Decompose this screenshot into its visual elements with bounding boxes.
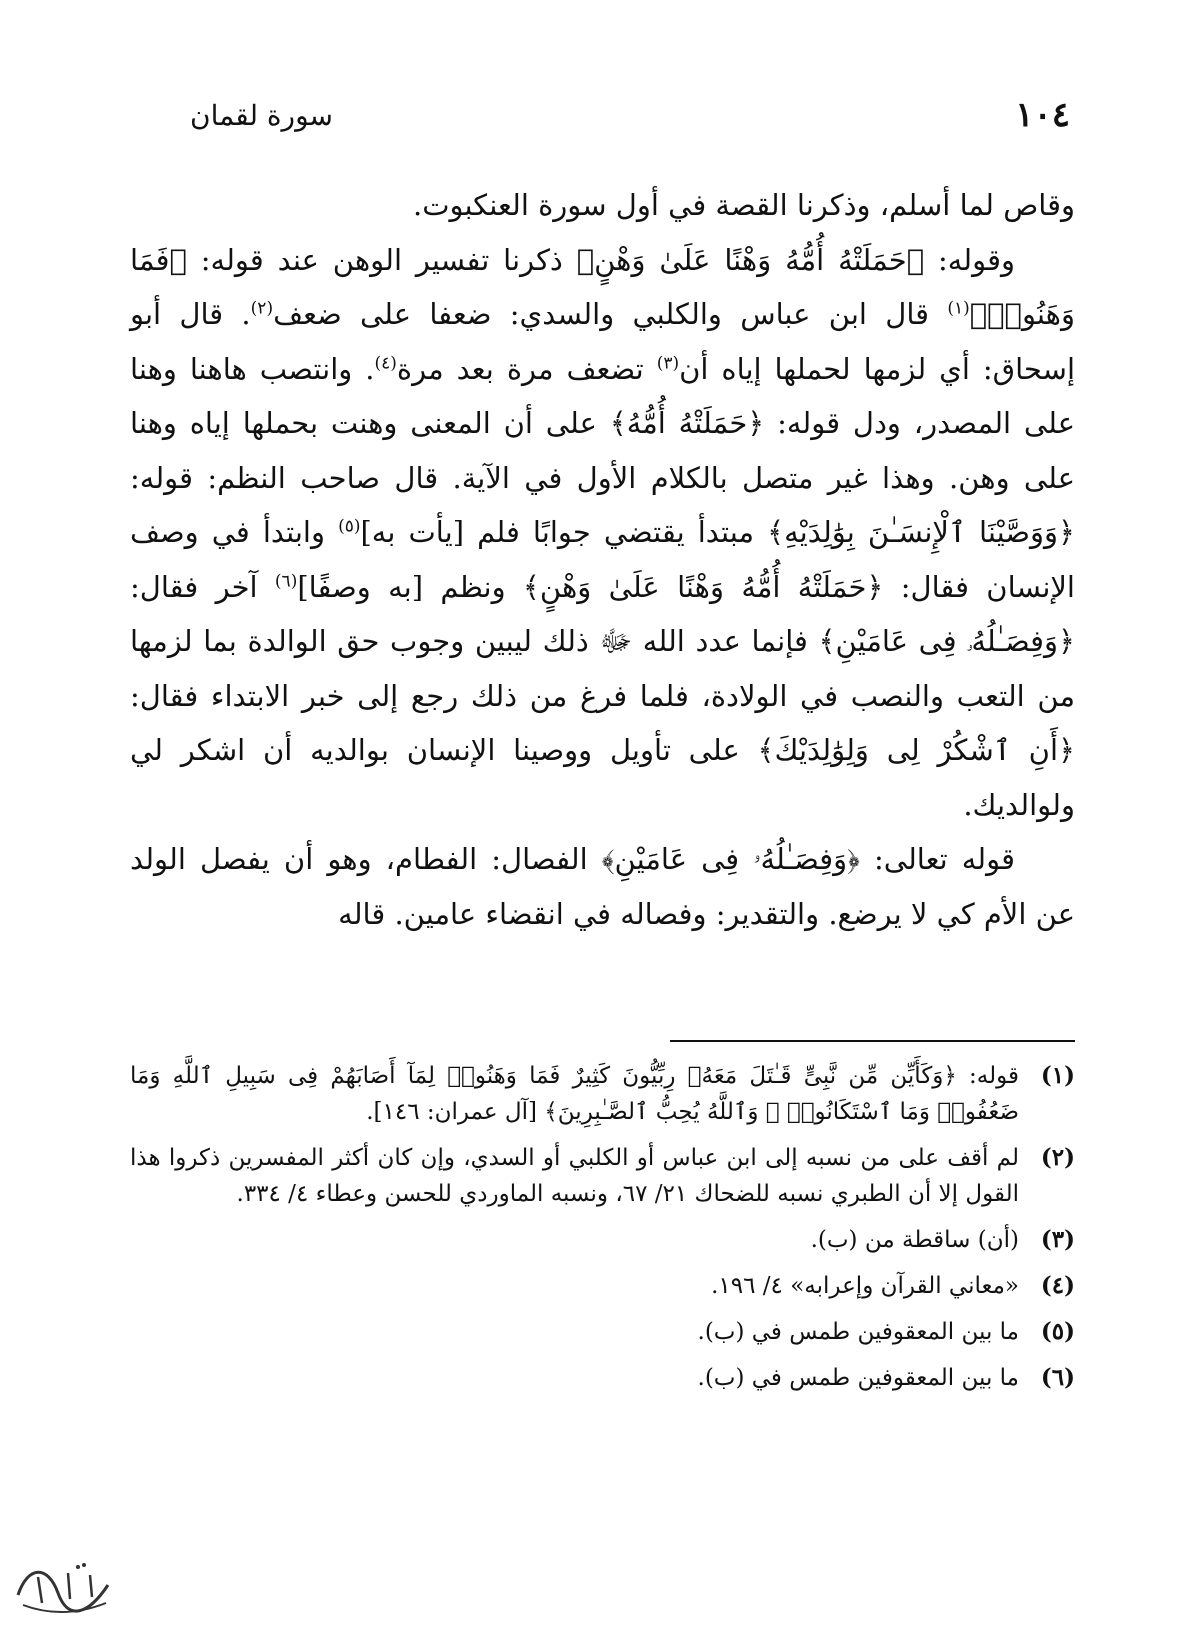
footnote-ref: (٣) [656,352,680,373]
footnote-number: (١) [1040,1062,1075,1089]
paragraph-text: قوله تعالى: ﴿وَفِصَـٰلُهُۥ فِى عَامَيْنِ﴾ الفصال: الفطام، وهو أن يفصل الولد عن الأم كي لا يرضع. والتقدير: وفصاله في انقضاء عامين. قاله [130,842,1075,931]
footnote [130,1268,1075,1304]
page-number: ١٠٤ [1015,95,1070,135]
footnote-text: (أن) ساقطة من (ب). [810,1227,1019,1253]
paragraph-text: وقوله: ﴿حَمَلَتْهُ أُمُّهُ وَهْنًا عَلَىٰ وَهْنٍ﴾ ذكرنا تفسير الوهن عند قوله: ﴿فَمَا وَهَنُوا۟﴾ [130,242,1075,331]
footnote-number: (٣) [1040,1226,1075,1253]
seal-icon [8,1555,118,1625]
footnote-text: قوله: ﴿وَكَأَيِّن مِّن نَّبِىٍّ قَـٰتَلَ مَعَهُۥ رِبِّيُّونَ كَثِيرٌ فَمَا وَهَنُوا۟ لِمَآ أَصَابَهُمْ فِى سَبِيلِ ٱللَّهِ وَمَا ضَعُفُوا۟ وَمَا ٱسْتَكَانُوا۟ ۗ وَٱللَّهُ يُحِبُّ ٱلصَّـٰبِرِينَ﴾ [آل عمران: ١٤٦]. [130,1063,1019,1125]
footnote-number: (٥) [1040,1318,1075,1345]
paragraph [130,832,1075,941]
footnote-number: (٤) [1040,1272,1075,1299]
footnote-ref: (٢) [250,298,274,319]
page-header [190,95,1070,145]
footnote-text: «معاني القرآن وإعرابه» ٤/ ١٩٦. [711,1273,1019,1299]
running-title: سورة لقمان [190,99,333,132]
footnote-ref: (٤) [374,352,397,373]
paragraph-text: آخر فقال: ﴿وَفِصَـٰلُهُۥ فِى عَامَيْنِ﴾ فإنما عدد الله ﷻ ذلك ليبين وجوب حق الوالدة بما لزمها من التعب والنصب في الولادة، فلما فرغ من ذلك رجع إلى خبر الابتداء فقال: ﴿أَنِ ٱشْكُرْ لِى وَلِوَٰلِدَيْكَ﴾ على تأويل ووصينا الإنسان بوالديه أن اشكر لي ولوالديك. [130,569,1075,822]
footnote-number: (٦) [1040,1364,1075,1391]
footnote [130,1314,1075,1350]
paragraph [130,178,1075,233]
footnote [130,1222,1075,1258]
footnote-text: ما بين المعقوفين طمس في (ب). [697,1319,1019,1345]
footnote-text: ما بين المعقوفين طمس في (ب). [697,1365,1019,1391]
footnotes [130,1058,1075,1406]
paragraph-text: وقاص لما أسلم، وذكرنا القصة في أول سورة العنكبوت. [412,188,1075,222]
paragraph-text: . قال أبو إسحاق: أي لزمها لحملها إياه أن [130,297,1076,386]
footnote-ref: (٦) [274,570,298,591]
footnote [130,1360,1075,1396]
main-text [130,178,1075,941]
paragraph-text: تضعف مرة بعد مرة [396,351,657,386]
footnote-number: (٢) [1040,1144,1075,1171]
paragraph-text: وابتدأ في وصف الإنسان فقال: ﴿حَمَلَتْهُ أُمُّهُ وَهْنًا عَلَىٰ وَهْنٍ﴾ ونظم [به وصفًا] [130,515,1075,604]
footnote-ref: (١) [947,298,970,319]
paragraph-text: . وانتصب هاهنا وهنا على المصدر، ودل قوله: ﴿حَمَلَتْهُ أُمُّهُ﴾ على أن المعنى وهنت بحملها إياه وهنا على وهن. وهذا غير متصل بالكلام الأول في الآية. قال صاحب النظم: قوله: ﴿وَوَصَّيْنَا ٱلْإِنسَـٰنَ بِوَٰلِدَيْهِ﴾ مبتدأ يقتضي جوابًا فلم [يأت به] [130,351,1075,549]
footnote-text: لم أقف على من نسبه إلى ابن عباس أو الكلبي أو السدي، وإن كان أكثر المفسرين ذكروا هذا القول إلا أن الطبري نسبه للضحاك ٢١/ ٦٧، ونسبه الماوردي للحسن وعطاء ٤/ ٣٣٤. [130,1145,1019,1207]
paragraph-text: قال ابن عباس والكلبي والسدي: ضعفا على ضعف [273,297,948,331]
footnote [130,1140,1075,1212]
library-seal-logo [8,1555,118,1625]
footnote-ref: (٥) [338,516,361,537]
footnote-divider [670,1040,1075,1042]
footnote [130,1058,1075,1130]
paragraph [130,233,1075,833]
